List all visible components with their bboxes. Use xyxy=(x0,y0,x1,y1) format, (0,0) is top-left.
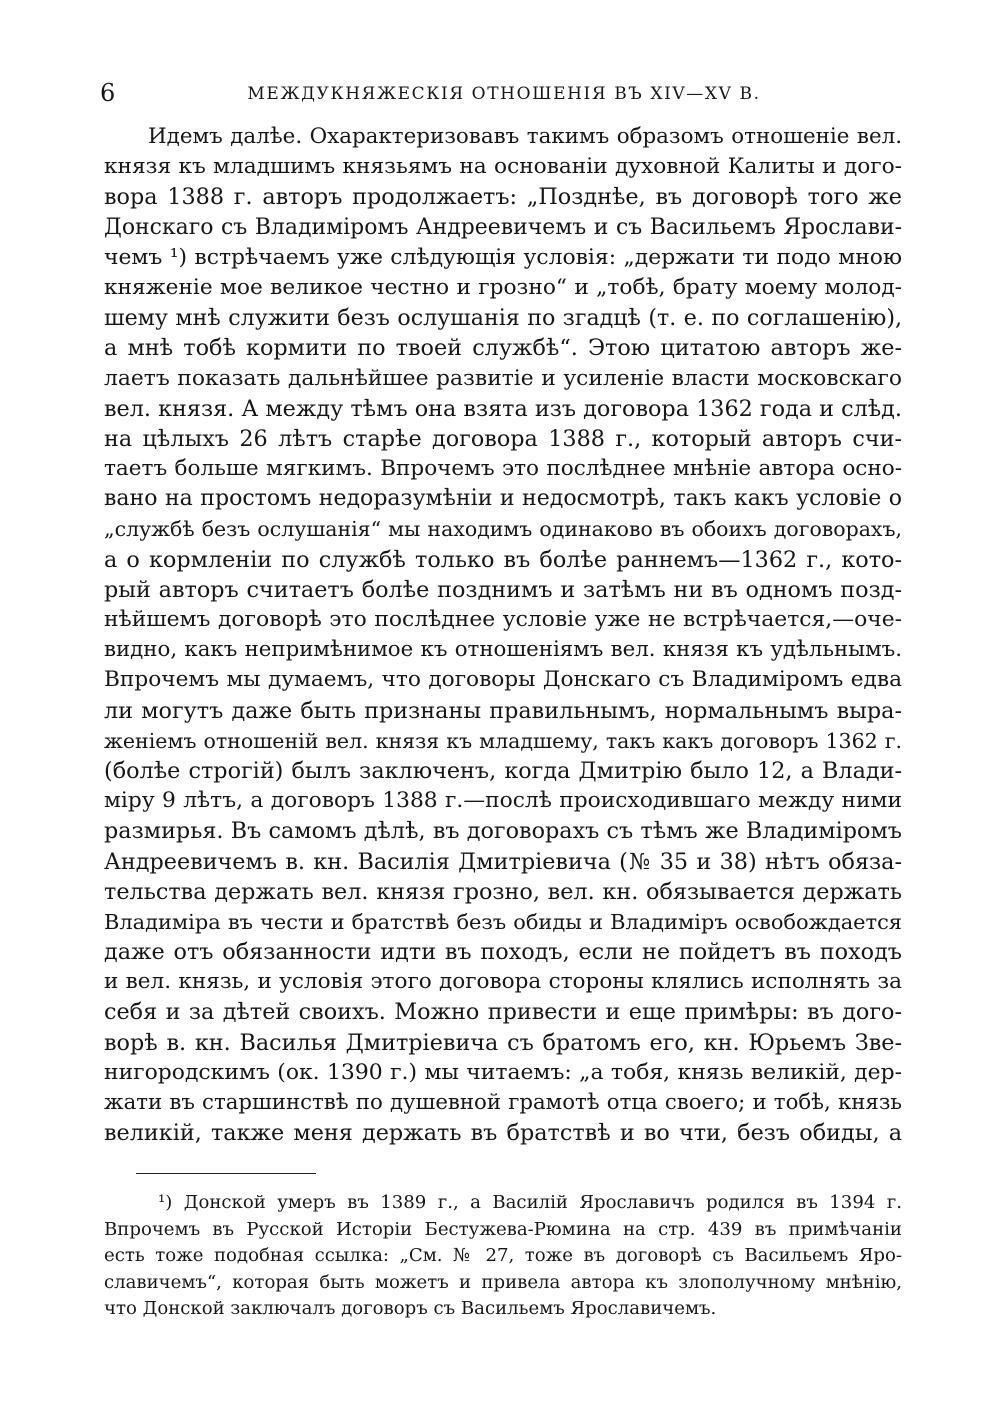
text-line: ли могутъ даже быть признаны правильнымъ, нормальнымъ выра- xyxy=(104,697,902,724)
text-line: (болѣе строгій) былъ заключенъ, когда Дмитрію было 12, а Влади- xyxy=(104,757,902,784)
footnote-line: ¹) Донской умеръ въ 1389 г., а Василій Ярославичъ родился въ 1394 г. xyxy=(158,1192,902,1213)
text-line: Владиміра въ чести и братствѣ безъ обиды и Владиміръ освобождается xyxy=(104,909,902,934)
text-line: таетъ больше мягкимъ. Впрочемъ это послѣднее мнѣніе автора осно- xyxy=(104,456,902,482)
footnote-line: есть тоже подобная ссылка: „См. № 27, тоже въ договорѣ съ Васильемъ Яро- xyxy=(104,1245,902,1267)
text-line: нѣйшемъ договорѣ это послѣднее условіе уже не встрѣчается,—оче- xyxy=(104,607,902,632)
text-line: себя и за дѣтей своихъ. Можно привести и еще примѣры: въ дого- xyxy=(104,999,902,1026)
text-line: шему мнѣ служити безъ ослушанія по згадцѣ (т. е. по соглашенію), xyxy=(104,305,902,332)
text-line: лаетъ показать дальнѣйшее развитіе и усиленіе власти московскаго xyxy=(104,365,902,391)
text-line: Андреевичемъ в. кн. Василія Дмитріевича (№ 35 и 38) нѣтъ обяза- xyxy=(104,848,902,875)
running-head xyxy=(100,78,908,108)
text-line: а о кормленіи по службѣ только въ болѣе раннемъ—1362 г., кото- xyxy=(104,546,902,573)
text-line: чемъ ¹) встрѣчаемъ уже слѣдующія условія: „держати ти подо мною xyxy=(104,244,902,270)
text-line: Идемъ далѣе. Охарактеризовавъ такимъ образомъ отношеніе вел. xyxy=(148,124,902,149)
main-text xyxy=(104,122,902,1148)
text-line: рый авторъ считаетъ болѣе позднимъ и затѣмъ ни въ одномъ позд- xyxy=(104,576,902,603)
text-line: князя къ младшимъ князьямъ на основаніи духовной Калиты и дого- xyxy=(104,154,902,180)
page-number: 6 xyxy=(100,79,116,107)
text-line: а мнѣ тобѣ кормити по твоей службѣ“. Этою цитатою авторъ же- xyxy=(104,335,902,362)
footnote-divider xyxy=(136,1173,316,1174)
text-line: нигородскимъ (ок. 1390 г.) мы читаемъ: „а тобя, князь великій, дер- xyxy=(104,1059,902,1085)
text-line: вора 1388 г. авторъ продолжаетъ: „Позднѣе, въ договорѣ того же xyxy=(104,184,902,211)
footnote-line: что Донской заключалъ договоръ съ Васильемъ Ярославичемъ. xyxy=(104,1298,717,1320)
running-head-title: МЕЖДУКНЯЖЕСКІЯ ОТНОШЕНІЯ ВЪ XIV—XV В. xyxy=(247,84,761,104)
text-line: міру 9 лѣтъ, а договоръ 1388 г.—послѣ происходившаго между ними xyxy=(104,788,902,814)
text-line: размирья. Въ самомъ дѣлѣ, въ договорахъ съ тѣмъ же Владиміромъ xyxy=(104,818,902,845)
text-line: женіемъ отношеній вел. князя къ младшему, такъ какъ договоръ 1362 г. xyxy=(104,728,902,753)
text-line: даже отъ обязанности идти въ походъ, если не пойдетъ въ походъ xyxy=(104,939,902,966)
text-line: тельства держать вел. князя грозно, вел. кн. обязывается держать xyxy=(104,878,902,905)
text-line: и вел. князь, и условія этого договора стороны клялись исполнять за xyxy=(104,969,902,995)
text-line: Впрочемъ мы думаемъ, что договоры Донскаго съ Владиміромъ едва xyxy=(104,667,902,693)
footnote-line: Впрочемъ въ Русской Исторіи Бестужева-Рюмина на стр. 439 въ примѣчаніи xyxy=(104,1218,902,1240)
text-line: „службѣ безъ ослушанія“ мы находимъ одинаково въ обоихъ договорахъ, xyxy=(104,517,902,542)
text-line: Донскаго съ Владиміромъ Андреевичемъ и съ Васильемъ Ярослави- xyxy=(104,214,902,240)
text-line: вано на простомъ недоразумѣніи и недосмотрѣ, такъ какъ условіе о xyxy=(104,486,902,512)
text-line: видно, какъ непримѣнимое къ отношеніямъ вел. князя къ удѣльнымъ. xyxy=(104,637,902,663)
text-line: княженіе мое великое честно и грозно“ и „тобѣ, брату моему молод- xyxy=(104,274,902,300)
text-line: вел. князя. А между тѣмъ она взята изъ договора 1362 года и слѣд. xyxy=(104,395,902,422)
text-line: великій, также меня держать въ братствѣ и во чти, безъ обиды, а xyxy=(104,1120,902,1147)
text-line: на цѣлыхъ 26 лѣтъ старѣе договора 1388 г., который авторъ счи- xyxy=(104,425,902,452)
footnote-line: славичемъ“, которая быть можетъ и привела автора къ злополучному мнѣнію, xyxy=(104,1271,902,1293)
text-line: жати въ старшинствѣ по душевной грамотѣ отца своего; и тобѣ, князь xyxy=(104,1090,902,1115)
footnote xyxy=(104,1190,902,1323)
text-line: ворѣ в. кн. Василья Дмитріевича съ братомъ его, кн. Юрьемъ Зве- xyxy=(104,1029,902,1056)
